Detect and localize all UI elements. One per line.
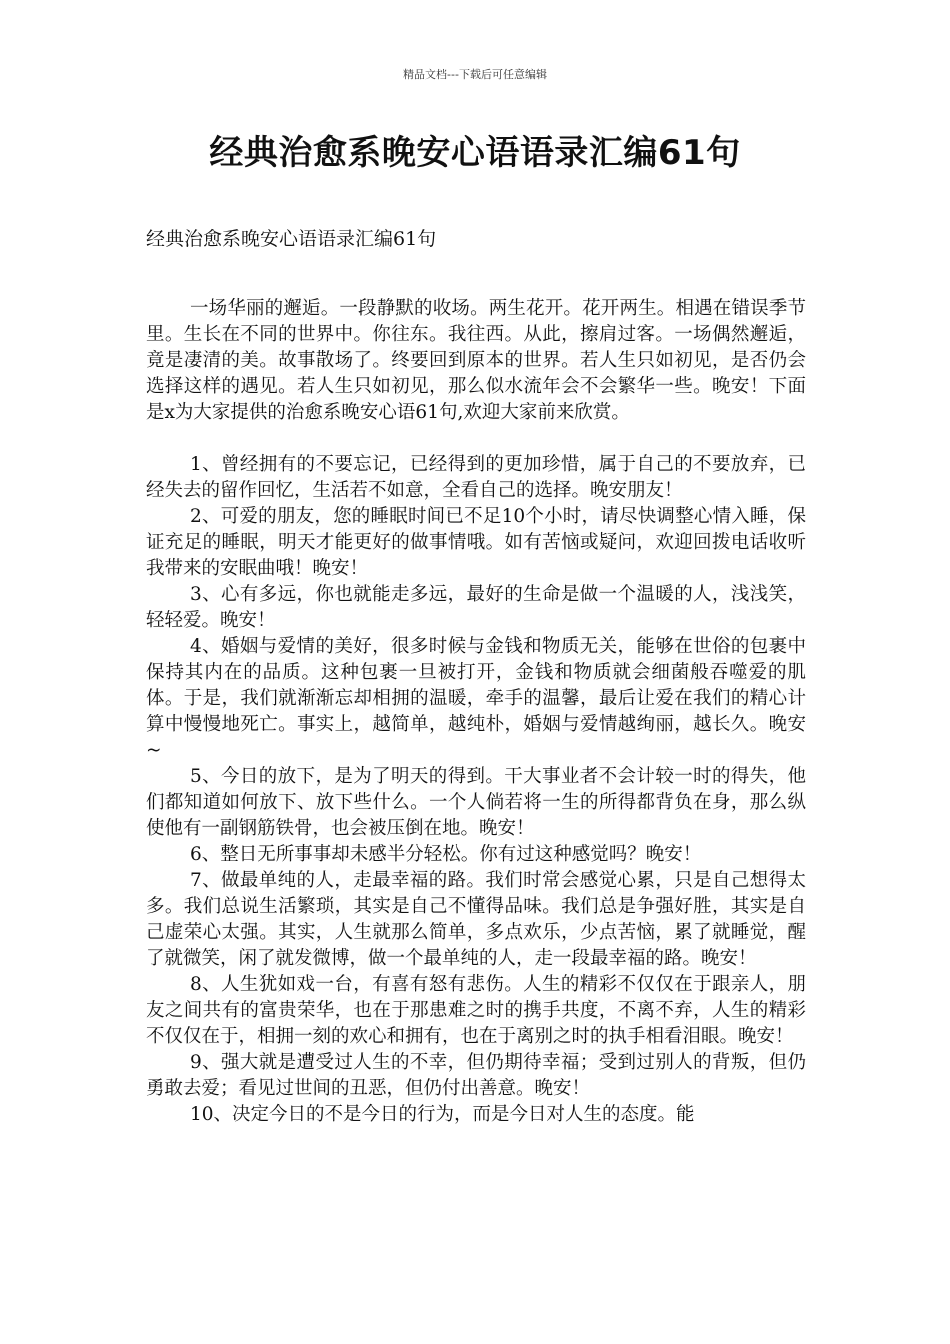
header-note: 精品文档---下载后可任意编辑 <box>403 68 547 81</box>
quote-item-8: 8、人生犹如戏一台，有喜有怒有悲伤。人生的精彩不仅仅在于跟亲人，朋友之间共有的富贵荣华，也在于那患难之时的携手共度，不离不弃，人生的精彩不仅仅在于，相拥一刻的欢心和拥有，也在于离别之时的执手相看泪眼。晚安！ <box>146 974 806 1047</box>
quote-item-7: 7、做最单纯的人，走最幸福的路。我们时常会感觉心累，只是自己想得太多。我们总说生活繁琐，其实是自己不懂得品味。我们总是争强好胜，其实是自己虚荣心太强。其实，人生就那么简单，多点欢乐，少点苦恼，累了就睡觉，醒了就微笑，闲了就发微博，做一个最单纯的人，走一段最幸福的路。晚安！ <box>146 870 806 969</box>
quote-item-1: 1、曾经拥有的不要忘记，已经得到的更加珍惜，属于自己的不要放弃，已经失去的留作回忆，生活若不如意，全看自己的选择。晚安朋友！ <box>146 454 806 501</box>
quote-item-9: 9、强大就是遭受过人生的不幸，但仍期待幸福；受到过别人的背叛，但仍勇敢去爱；看见过世间的丑恶，但仍付出善意。晚安！ <box>146 1052 806 1099</box>
document-subtitle: 经典治愈系晚安心语语录汇编61句 <box>146 228 437 250</box>
quote-item-4: 4、婚姻与爱情的美好，很多时候与金钱和物质无关，能够在世俗的包裹中保持其内在的品质。这种包裹一旦被打开，金钱和物质就会细菌般吞噬爱的肌体。于是，我们就渐渐忘却相拥的温暖，牵手的温馨，最后让爱在我们的精心计算中慢慢地死亡。事实上，越简单，越纯朴，婚姻与爱情越绚丽，越长久。晚安~ <box>146 636 806 761</box>
quote-item-6: 6、整日无所事事却未感半分轻松。你有过这种感觉吗？晚安！ <box>190 844 702 865</box>
quote-item-5: 5、今日的放下，是为了明天的得到。干大事业者不会计较一时的得失，他们都知道如何放下、放下些什么。一个人倘若将一生的所得都背负在身，那么纵使他有一副钢筋铁骨，也会被压倒在地。晚安！ <box>146 766 806 839</box>
document-body <box>146 296 806 1128</box>
intro-paragraph: 一场华丽的邂逅。一段静默的收场。两生花开。花开两生。相遇在错误季节里。生长在不同的世界中。你往东。我往西。从此，擦肩过客。一场偶然邂逅，竟是凄清的美。故事散场了。终要回到原本的世界。若人生只如初见，是否仍会选择这样的遇见。若人生只如初见，那么似水流年会不会繁华一些。晚安！下面是x为大家提供的治愈系晚安心语61句,欢迎大家前来欣赏。 <box>146 298 806 423</box>
document-title: 经典治愈系晚安心语语录汇编61句 <box>209 133 741 173</box>
quote-item-10: 10、决定今日的不是今日的行为，而是今日对人生的态度。能 <box>190 1104 695 1125</box>
quote-item-3: 3、心有多远，你也就能走多远，最好的生命是做一个温暖的人，浅浅笑，轻轻爱。晚安！ <box>146 584 806 631</box>
quote-item-2: 2、可爱的朋友，您的睡眠时间已不足10个小时，请尽快调整心情入睡，保证充足的睡眠，明天才能更好的做事情哦。如有苦恼或疑问，欢迎回拨电话收听我带来的安眠曲哦！晚安！ <box>146 506 806 579</box>
